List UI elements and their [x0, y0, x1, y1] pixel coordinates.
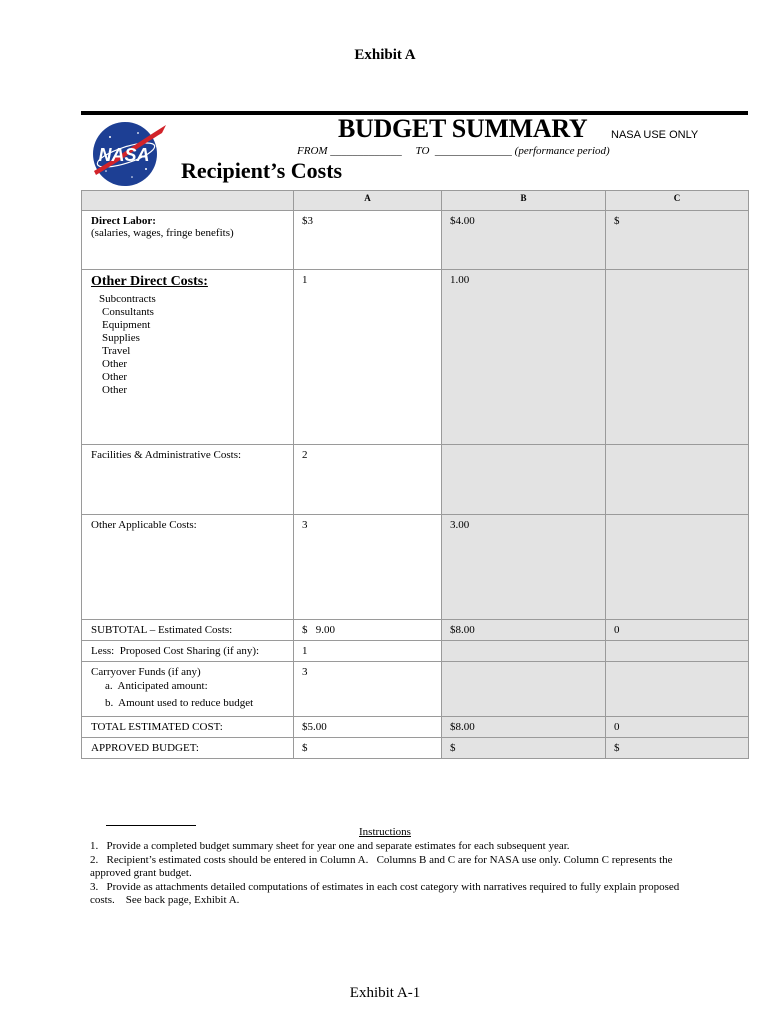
facilities-a: 2 [294, 445, 442, 515]
other-direct-b: 1.00 [442, 270, 606, 445]
other-direct-label: Other Direct Costs: [91, 274, 208, 289]
carryover-anticipated-label: a. Anticipated amount: [105, 680, 208, 692]
list-item: Travel [102, 345, 131, 357]
list-item: Subcontracts [99, 293, 156, 305]
instruction-item: 2. Recipient’s estimated costs should be entered in Column A. Columns B and C are for NASA use only. Column C represents the approved grant budget. [90, 853, 676, 879]
table-row-carryover [82, 662, 749, 717]
recipient-costs-heading: Recipient’s Costs [181, 158, 343, 183]
column-header-b: B [442, 191, 606, 211]
performance-period-line: FROM _____________ TO ______________ (performance period) [297, 145, 610, 157]
direct-labor-c: $ [606, 211, 749, 270]
table-row-other-applicable [82, 515, 749, 620]
total-a: $5.00 [294, 717, 442, 738]
direct-labor-a: $3 [294, 211, 442, 270]
instructions-heading: Instructions [359, 826, 411, 838]
other-direct-a: 1 [294, 270, 442, 445]
list-item: Other [102, 384, 128, 396]
other-direct-c [606, 270, 749, 445]
instruction-item: 3. Provide as attachments detailed computations of estimates in each cost category with narratives required to fully explain proposed costs. See back page, Exhibit A. [90, 880, 682, 906]
exhibit-footer-label: Exhibit A-1 [349, 985, 421, 1001]
subtotal-a: $ 9.00 [294, 620, 442, 641]
total-label: TOTAL ESTIMATED COST: [82, 717, 294, 738]
list-item: Equipment [102, 319, 151, 331]
cost-sharing-a: 1 [294, 641, 442, 662]
cost-sharing-label: Less: Proposed Cost Sharing (if any): [82, 641, 294, 662]
approved-c: $ [606, 738, 749, 759]
column-header-a: A [294, 191, 442, 211]
exhibit-title: Exhibit A [354, 47, 416, 63]
nasa-logo-icon [88, 119, 168, 189]
instructions-list [90, 840, 690, 908]
carryover-label-cell [82, 662, 294, 717]
page-title: BUDGET SUMMARY [338, 114, 588, 143]
carryover-b [442, 662, 606, 717]
column-header-c: C [606, 191, 749, 211]
total-c: 0 [606, 717, 749, 738]
approved-label: APPROVED BUDGET: [82, 738, 294, 759]
other-direct-label-cell [82, 270, 294, 445]
other-applicable-label: Other Applicable Costs: [82, 515, 294, 620]
instruction-item: 1. Provide a completed budget summary sheet for year one and separate estimates for each subsequent year. [90, 840, 570, 852]
facilities-b [442, 445, 606, 515]
table-row-facilities [82, 445, 749, 515]
direct-labor-label-cell [82, 211, 294, 270]
total-b: $8.00 [442, 717, 606, 738]
direct-labor-label: Direct Labor: [91, 215, 156, 227]
table-row-approved [82, 738, 749, 759]
list-item: Supplies [102, 332, 140, 344]
other-applicable-c [606, 515, 749, 620]
list-item: Consultants [102, 306, 154, 318]
column-header-label [82, 191, 294, 211]
table-row-cost-sharing [82, 641, 749, 662]
table-header-row [82, 191, 749, 211]
carryover-a: 3 [294, 662, 442, 717]
direct-labor-b: $4.00 [442, 211, 606, 270]
direct-labor-sublabel: (salaries, wages, fringe benefits) [91, 227, 234, 239]
approved-a: $ [294, 738, 442, 759]
subtotal-c: 0 [606, 620, 749, 641]
facilities-c [606, 445, 749, 515]
subtotal-b: $8.00 [442, 620, 606, 641]
table-row-subtotal [82, 620, 749, 641]
carryover-reduce-label: b. Amount used to reduce budget [105, 697, 254, 709]
subtotal-label: SUBTOTAL – Estimated Costs: [82, 620, 294, 641]
table-row-total [82, 717, 749, 738]
list-item: Other [102, 371, 128, 383]
cost-sharing-b [442, 641, 606, 662]
nasa-use-only-label: NASA USE ONLY [611, 129, 699, 141]
cost-sharing-c [606, 641, 749, 662]
other-direct-items [91, 293, 285, 397]
other-applicable-b: 3.00 [442, 515, 606, 620]
logo-text: NASA [98, 145, 150, 165]
carryover-label: Carryover Funds (if any) [91, 666, 201, 678]
table-row-direct-labor [82, 211, 749, 270]
facilities-label: Facilities & Administrative Costs: [82, 445, 294, 515]
carryover-c [606, 662, 749, 717]
budget-table [81, 190, 749, 759]
table-row-other-direct-costs [82, 270, 749, 445]
list-item: Other [102, 358, 128, 370]
other-applicable-a: 3 [294, 515, 442, 620]
approved-b: $ [442, 738, 606, 759]
